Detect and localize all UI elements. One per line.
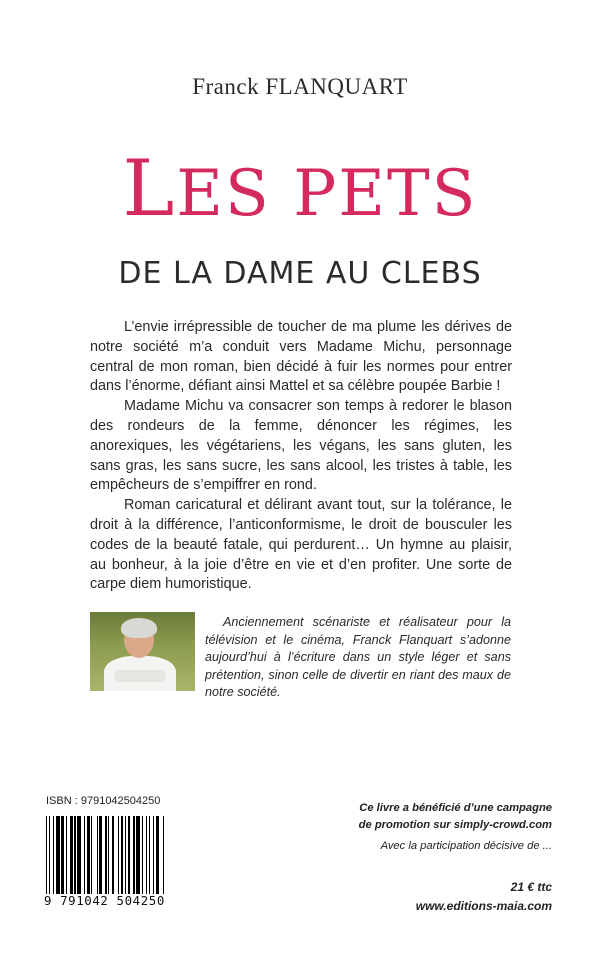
promo-notice: [359, 800, 552, 834]
synopsis: [90, 318, 512, 595]
publisher-website: www.editions-maia.com: [415, 899, 552, 913]
synopsis-paragraph: Roman caricatural et délirant avant tout, sur la tolérance, le droit à la différence, l’anticonformisme, le droit de bousculer les codes de la beauté fatale, qui perdurent… Un hymne au plaisir, au bonheur, à la joie d’être en vie et d’en profiter. Une sorte de carpe diem humoristique.: [90, 497, 512, 593]
synopsis-paragraph: Madame Michu va consacrer son temps à redorer le blason des rondeurs de la femme, dénoncer les régimes, les anorexiques, les végétariens, les végans, les sans gluten, les sans gras, les sans sucre, les sans alcool, les tristes à table, les empêcheurs de s’empiffrer en rond.: [90, 398, 512, 494]
author-photo: [90, 612, 195, 691]
promo-line: de promotion sur simply-crowd.com: [358, 819, 552, 831]
barcode: [46, 816, 166, 894]
price: 21 € ttc: [510, 880, 552, 894]
book-title-rest: ES PETS: [176, 157, 478, 231]
promo-line: Ce livre a bénéficié d’une campagne: [359, 802, 552, 814]
book-title-initial: L: [122, 144, 177, 234]
author-bio: [205, 614, 511, 702]
book-title: [0, 144, 600, 234]
author-bio-text: Anciennement scénariste et réalisateur pour la télévision et le cinéma, Franck Flanquart s’adonne aujourd’hui à l’écriture dans un style léger et sans prétention, sinon celle de divertir en riant des maux de notre société.: [205, 615, 511, 700]
photo-arms: [114, 670, 166, 682]
barcode-stripe: [164, 816, 165, 894]
book-subtitle: DE LA DAME AU CLEBS: [118, 256, 482, 291]
isbn-label: ISBN : 9791042504250: [46, 795, 161, 807]
barcode-number: 9 791042 504250: [44, 893, 165, 908]
participation-note: Avec la participation décisive de ...: [380, 840, 552, 852]
photo-hair: [121, 618, 157, 638]
synopsis-paragraph: L’envie irrépressible de toucher de ma plume les dérives de notre société m’a conduit vers Madame Michu, personnage central de mon roman, bien décidé à fuir les normes pour entrer dans l’énorme, défiant ainsi Mattel et sa célèbre poupée Barbie !: [90, 319, 512, 395]
author-name: Franck FLANQUART: [192, 74, 408, 99]
